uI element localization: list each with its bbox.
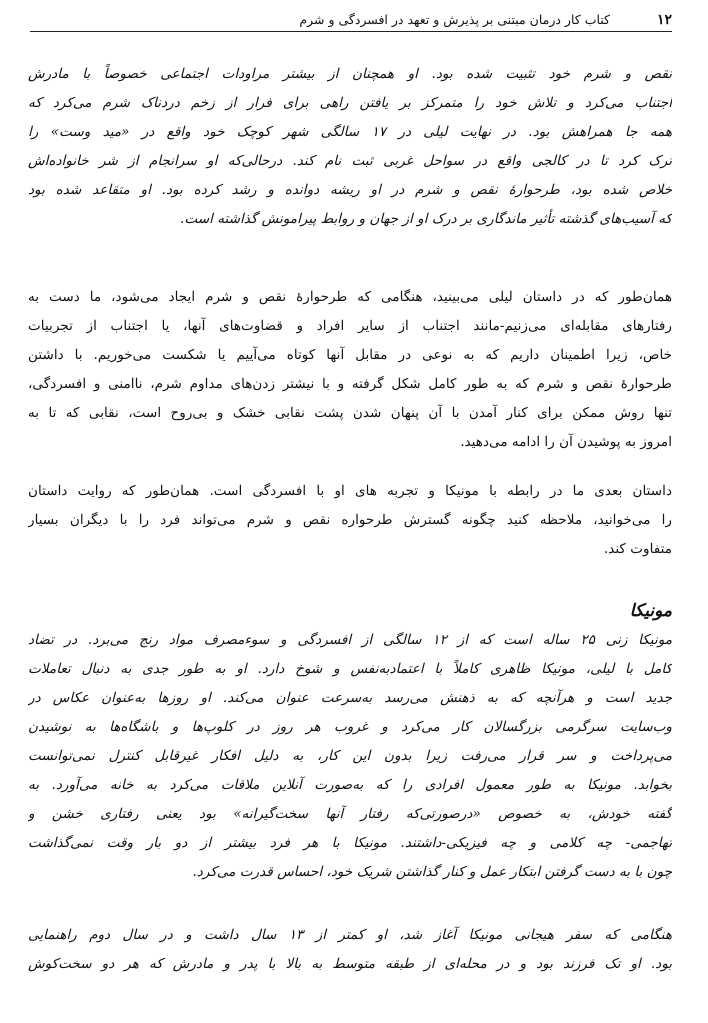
text-line: تهاجمی- چه کلامی و چه فیزیکی-داشتند. مونیکا با هر فرد بیشتر از دو بار وقت نمی‌گذاشت [28,835,672,851]
text-line: خلاص شده بود، طرحوارهٔ نقص و شرم در او ریشه دوانده و رشد کرده بود. او متقاعد شده بود [28,182,672,198]
text-line: می‌پرداخت و سر قرار می‌رفت زیرا بدون این کار، به دلیل افکار غیرقابل کنترل نمی‌توانست [28,748,672,764]
text-line: رفتارهای مقابله‌ای می‌زنیم-مانند اجتناب از سایر افراد و قضاوت‌های آنها، یا اجتناب از تجربیات [28,318,672,334]
text-line: جدید است و هرآنچه که به ذهنش می‌رسد به‌سرعت عنوان می‌کند. او روزها به‌عنوان عکاس در [28,690,672,706]
text-line: خاص، زیرا اطمینان داریم که به نوعی در مقابل آنها کوتاه می‌آییم یا شکست می‌خوریم. با داشتن [28,347,672,363]
text-line: هنگامی که سفر هیجانی مونیکا آغاز شد، او کمتر از ۱۳ سال داشت و در سال دوم راهنمایی [28,927,672,943]
text-line: بخوابد. مونیکا به طور معمول افرادی را که به‌صورت آنلاین ملاقات می‌کرد به خانه می‌آورد. به [28,777,672,793]
text-line: گفته خودش، به خصوص «درصورتی‌که رفتار آنها سخت‌گیرانه» بود یعنی رفتاری خشن و [28,806,672,822]
text-line: همه جا همراهش بود. در نهایت لیلی در ۱۷ سالگی شهر کوچک خود واقع در «مید وست» را [28,124,672,140]
text-line: که آسیب‌های گذشته تأثیر ماندگاری بر درک او از جهان و روابط پیرامونش گذاشته است. [180,211,672,227]
running-title: کتاب کار درمان مبتنی بر پذیرش و تعهد در افسردگی و شرم [299,12,610,27]
section-heading: مونیکا [629,601,672,621]
text-line: مونیکا زنی ۲۵ ساله است که از ۱۲ سالگی از افسردگی و سوءمصرف مواد رنج می‌برد. در تضاد [28,632,672,648]
text-line: همان‌طور که در داستان لیلی می‌بینید، هنگامی که طرحوارهٔ نقص و شرم ایجاد می‌شود، ما دست به [28,289,672,305]
text-line: چون با به دست گرفتن ابتکار عمل و کنار گذاشتن شریک خود، احساس قدرت می‌کرد. [192,864,672,880]
text-line: امروز به پوشیدن آن را ادامه می‌دهید. [460,434,672,450]
text-line: کامل با لیلی، مونیکا ظاهری کاملاً با اعتمادبه‌نفس و شوخ دارد. او به طور جدی به دنبال تعاملات [28,661,672,677]
text-line: را می‌خوانید، ملاحظه کنید چگونه گسترش طرحواره نقص و شرم می‌تواند فرد را با دیگران بسیار [28,512,672,528]
paragraph-monica-childhood [28,921,672,979]
paragraph-schema-explanation [28,283,672,457]
text-line: بود. او تک فرزند بود و در محله‌ای از طبقه متوسط به بالا با پدر و مادرش که هر دو سخت‌کوش [28,956,672,972]
text-line: متفاوت کند. [603,541,672,557]
page-number: ۱۲ [656,12,672,28]
text-line: تنها روش ممکن برای کنار آمدن با آن پنهان شدن پشت نقابی خشک و بی‌روح است، نقابی که تا به [28,405,672,421]
text-line: اجتناب می‌کرد و تلاش خود را متمرکز بر یافتن راهی برای فرار از زخم دردناک شرم می‌کرد که [28,95,672,111]
text-line: وب‌سایت سرگرمی بزرگسالان کار می‌کرد و غروب هر روز در کلوپ‌ها و باشگاه‌ها به نوشیدن [28,719,672,735]
paragraph-leili-end [28,60,672,234]
paragraph-next-story [28,477,672,564]
text-line: طرحوارهٔ نقص و شرم که به طور کامل شکل گرفته و با نیشتر زدن‌های مداوم شرم، ناامنی و افسردگی، [28,376,672,392]
paragraph-monica-story [28,626,672,887]
text-line: داستان بعدی ما در رابطه با مونیکا و تجربه های او با افسردگی است. همان‌طور که روایت داستان [28,483,672,499]
text-line: نقص و شرم خود تثبیت شده بود. او همچنان از بیشتر مراودات اجتماعی خصوصاً با مادرش [28,66,672,82]
text-line: ترک کرد تا در کالجی واقع در سواحل غربی ثبت نام کند. درحالی‌که او سرانجام از شر خانواده‌اش [28,153,672,169]
running-header [30,9,672,32]
